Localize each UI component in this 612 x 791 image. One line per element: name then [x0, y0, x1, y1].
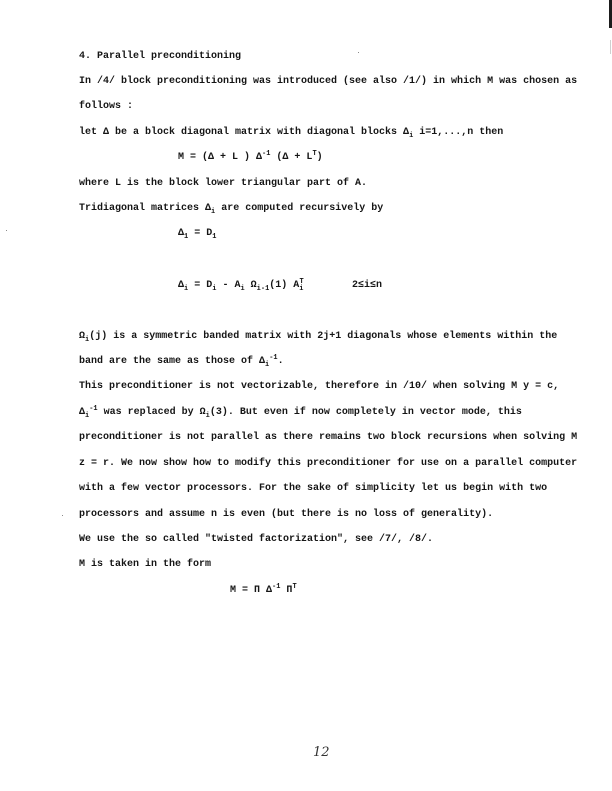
paragraph-line: In /4/ block preconditioning was introduced (see also /1/) in which M was chosen as [79, 76, 578, 87]
paragraph-line: where L is the block lower triangular part of A. [79, 178, 368, 189]
scan-margin-mark [610, 40, 611, 54]
paragraph-line: let Δ be a block diagonal matrix with diagonal blocks $\Delta_i$ i=1,...,n then [79, 127, 504, 140]
paragraph-line: preconditioner is not parallel as there remains two block recursions when solving M [79, 432, 578, 443]
paragraph-line: follows : [79, 101, 134, 112]
scan-speck [62, 515, 63, 516]
scan-speck [6, 230, 7, 231]
equation-twisted-form: M = Π $\Delta^{-1}$ $\Pi^T$ [230, 583, 297, 596]
paragraph-line: with a few vector processors. For the sake of simplicity let us begin with two [79, 483, 548, 494]
equation-m-definition: M = (Δ + L ) $\Delta^{-1}$ $(\Delta + L^T)$ [178, 150, 323, 163]
paragraph-line: $\Delta_i^{-1}$ was replaced by $\Omega_i(3)$. But even if now completely in vector mode, this [79, 405, 522, 420]
paragraph-line: processors and assume n is even (but there is no loss of generality). [79, 509, 494, 520]
equation-condition: 2≤i≤n [352, 280, 383, 291]
paragraph-line: We use the so called "twisted factorization", see /7/, /8/. [79, 534, 434, 545]
paragraph-line: This preconditioner is not vectorizable, therefore in /10/ when solving M y = c, [79, 381, 560, 392]
scan-speck [358, 52, 359, 53]
equation-delta-recursion: $\Delta_i = D_i - A_i$ $\Omega_{i-1}(1)$ $A_i^T$ [178, 278, 304, 293]
paragraph-line: band are the same as those of $\Delta_i^{-1}$. [79, 354, 284, 369]
section-title: 4. Parallel preconditioning [79, 51, 242, 62]
paragraph-line: Tridiagonal matrices $\Delta_i$ are computed recursively by [79, 203, 384, 216]
page-number: 12 [313, 745, 330, 760]
paragraph-line: M is taken in the form [79, 559, 212, 570]
paragraph-line: $\Omega_i(j)$ is a symmetric banded matrix with 2j+1 diagonals whose elements within the [79, 331, 558, 344]
equation-delta-1: $\Delta_1 = D_1$ [178, 228, 217, 241]
paragraph-line: z = r. We now show how to modify this preconditioner for use on a parallel computer [79, 458, 578, 469]
